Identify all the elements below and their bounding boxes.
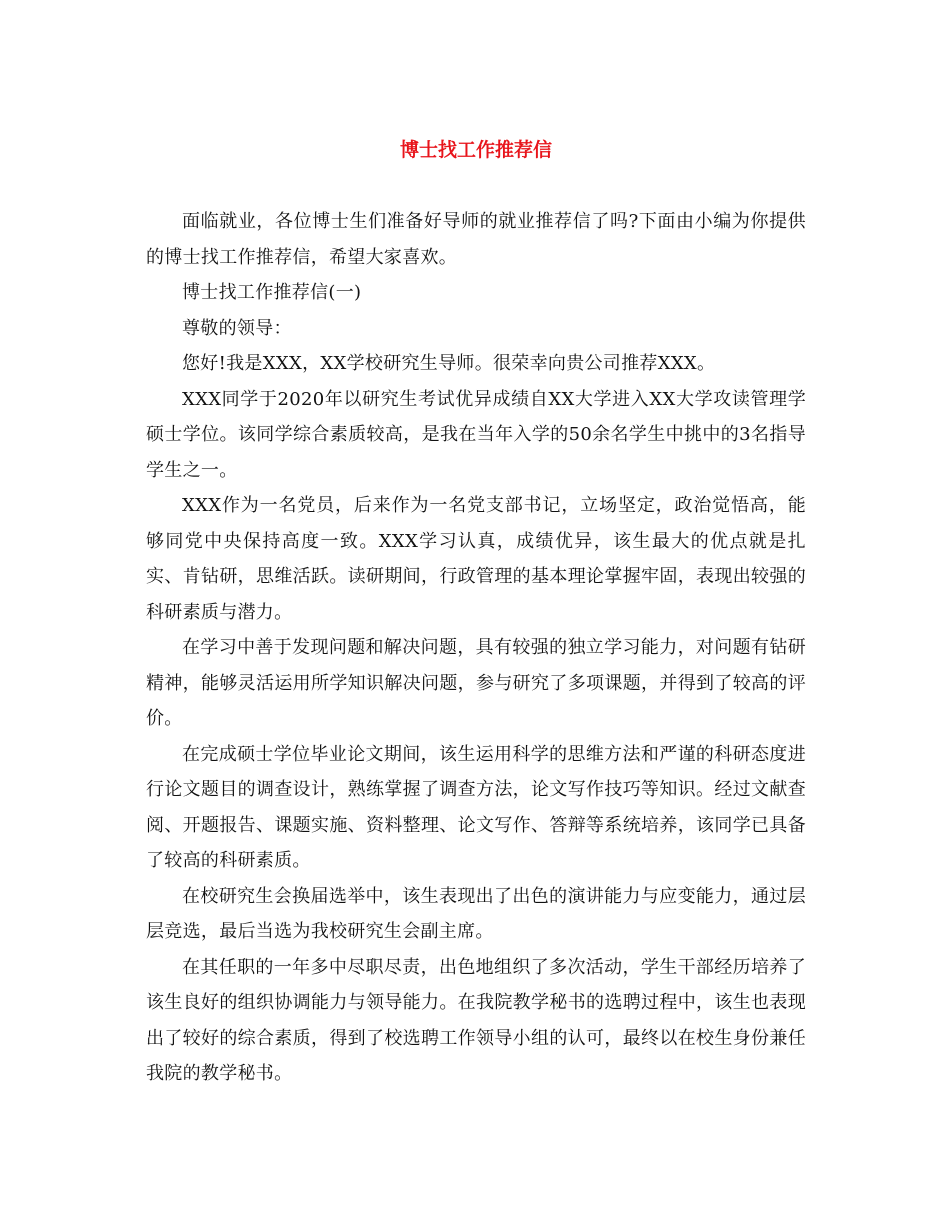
paragraph-study: 在学习中善于发现问题和解决问题，具有较强的独立学习能力，对问题有钻研精神，能够灵活运用所学知识解决问题，参与研究了多项课题，并得到了较高的评价。 [146, 637, 806, 729]
paragraph-political: XXX作为一名党员，后来作为一名党支部书记，立场坚定，政治觉悟高，能够同党中央保持高度一致。XXX学习认真，成绩优异，该生最大的优点就是扎实、肯钻研，思维活跃。读研期间，行政管理的基本理论掌握牢固，表现出较强的科研素质与潜力。 [146, 495, 806, 623]
document-body [146, 204, 806, 1092]
paragraph-election: 在校研究生会换届选举中，该生表现出了出色的演讲能力与应变能力，通过层层竞选，最后当选为我校研究生会副主席。 [146, 885, 806, 942]
paragraph-intro: 面临就业，各位博士生们准备好导师的就业推荐信了吗?下面由小编为你提供的博士找工作推荐信，希望大家喜欢。 [146, 211, 806, 268]
paragraph-greeting: 您好!我是XXX，XX学校研究生导师。很荣幸向贵公司推荐XXX。 [182, 353, 716, 374]
paragraph-service: 在其任职的一年多中尽职尽责，出色地组织了多次活动，学生干部经历培养了该生良好的组织协调能力与领导能力。在我院教学秘书的选聘过程中，该生也表现出了较好的综合素质，得到了校选聘工作领导小组的认可，最终以在校生身份兼任我院的教学秘书。 [146, 956, 806, 1084]
document-title: 博士找工作推荐信 [399, 139, 552, 161]
paragraph-salutation: 尊敬的领导： [182, 317, 292, 339]
paragraph-subtitle: 博士找工作推荐信(一) [182, 282, 362, 303]
paragraph-background: XXX同学于2020年以研究生考试优异成绩自XX大学进入XX大学攻读管理学硕士学位。该同学综合素质较高，是我在当年入学的50余名学生中挑中的3名指导学生之一。 [146, 388, 806, 481]
paragraph-thesis: 在完成硕士学位毕业论文期间，该生运用科学的思维方法和严谨的科研态度进行论文题目的调查设计，熟练掌握了调查方法，论文写作技巧等知识。经过文献查阅、开题报告、课题实施、资料整理、论文写作、答辩等系统培养，该同学已具备了较高的科研素质。 [146, 743, 806, 871]
